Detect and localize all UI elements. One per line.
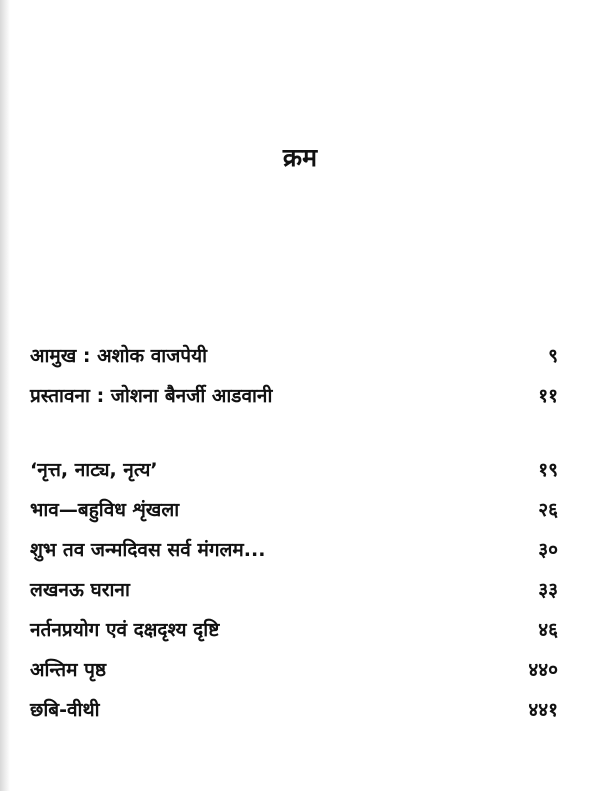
toc-entry: [30, 450, 558, 490]
toc-entry-label: छबि-वीथी: [30, 699, 100, 721]
toc-entry-label: अन्तिम पृष्ठ: [30, 659, 107, 681]
toc-entry-page: २६: [538, 499, 558, 521]
toc-entry-page: ३३: [538, 579, 558, 601]
toc-entry-page: १९: [538, 459, 558, 481]
toc-entry-label: शुभ तव जन्मदिवस सर्व मंगलम...: [30, 539, 266, 561]
toc-entry-label: भाव—बहुविध शृंखला: [30, 499, 180, 521]
toc-entry: [30, 336, 558, 376]
toc-entry: [30, 376, 558, 416]
toc-entry-page: ९: [548, 345, 558, 367]
toc-entry-page: ४४१: [528, 699, 558, 721]
toc-entry: [30, 490, 558, 530]
toc-entry-page: ४४०: [528, 659, 558, 681]
toc-entry-page: ११: [538, 385, 558, 407]
toc-entry-label: आमुख : अशोक वाजपेयी: [30, 345, 208, 367]
toc-entry: [30, 610, 558, 650]
toc-entry-label: लखनऊ घराना: [30, 579, 130, 601]
page-edge-shadow: [0, 0, 10, 791]
toc-entry: [30, 650, 558, 690]
toc-entry-label: प्रस्तावना : जोशना बैनर्जी आडवानी: [30, 385, 273, 407]
toc-chapters: [30, 450, 558, 730]
page-title: क्रम: [282, 143, 318, 172]
toc-entry: [30, 690, 558, 730]
toc-front-matter: [30, 336, 558, 416]
toc-entry-label: नर्तनप्रयोग एवं दक्षदृश्य दृष्टि: [30, 619, 220, 641]
toc-entry: [30, 530, 558, 570]
toc-entry-page: ३०: [538, 539, 558, 561]
toc-entry-page: ४६: [538, 619, 558, 641]
toc-entry-label: ‘नृत्त, नाट्य, नृत्य’: [30, 459, 158, 481]
toc-entry: [30, 570, 558, 610]
